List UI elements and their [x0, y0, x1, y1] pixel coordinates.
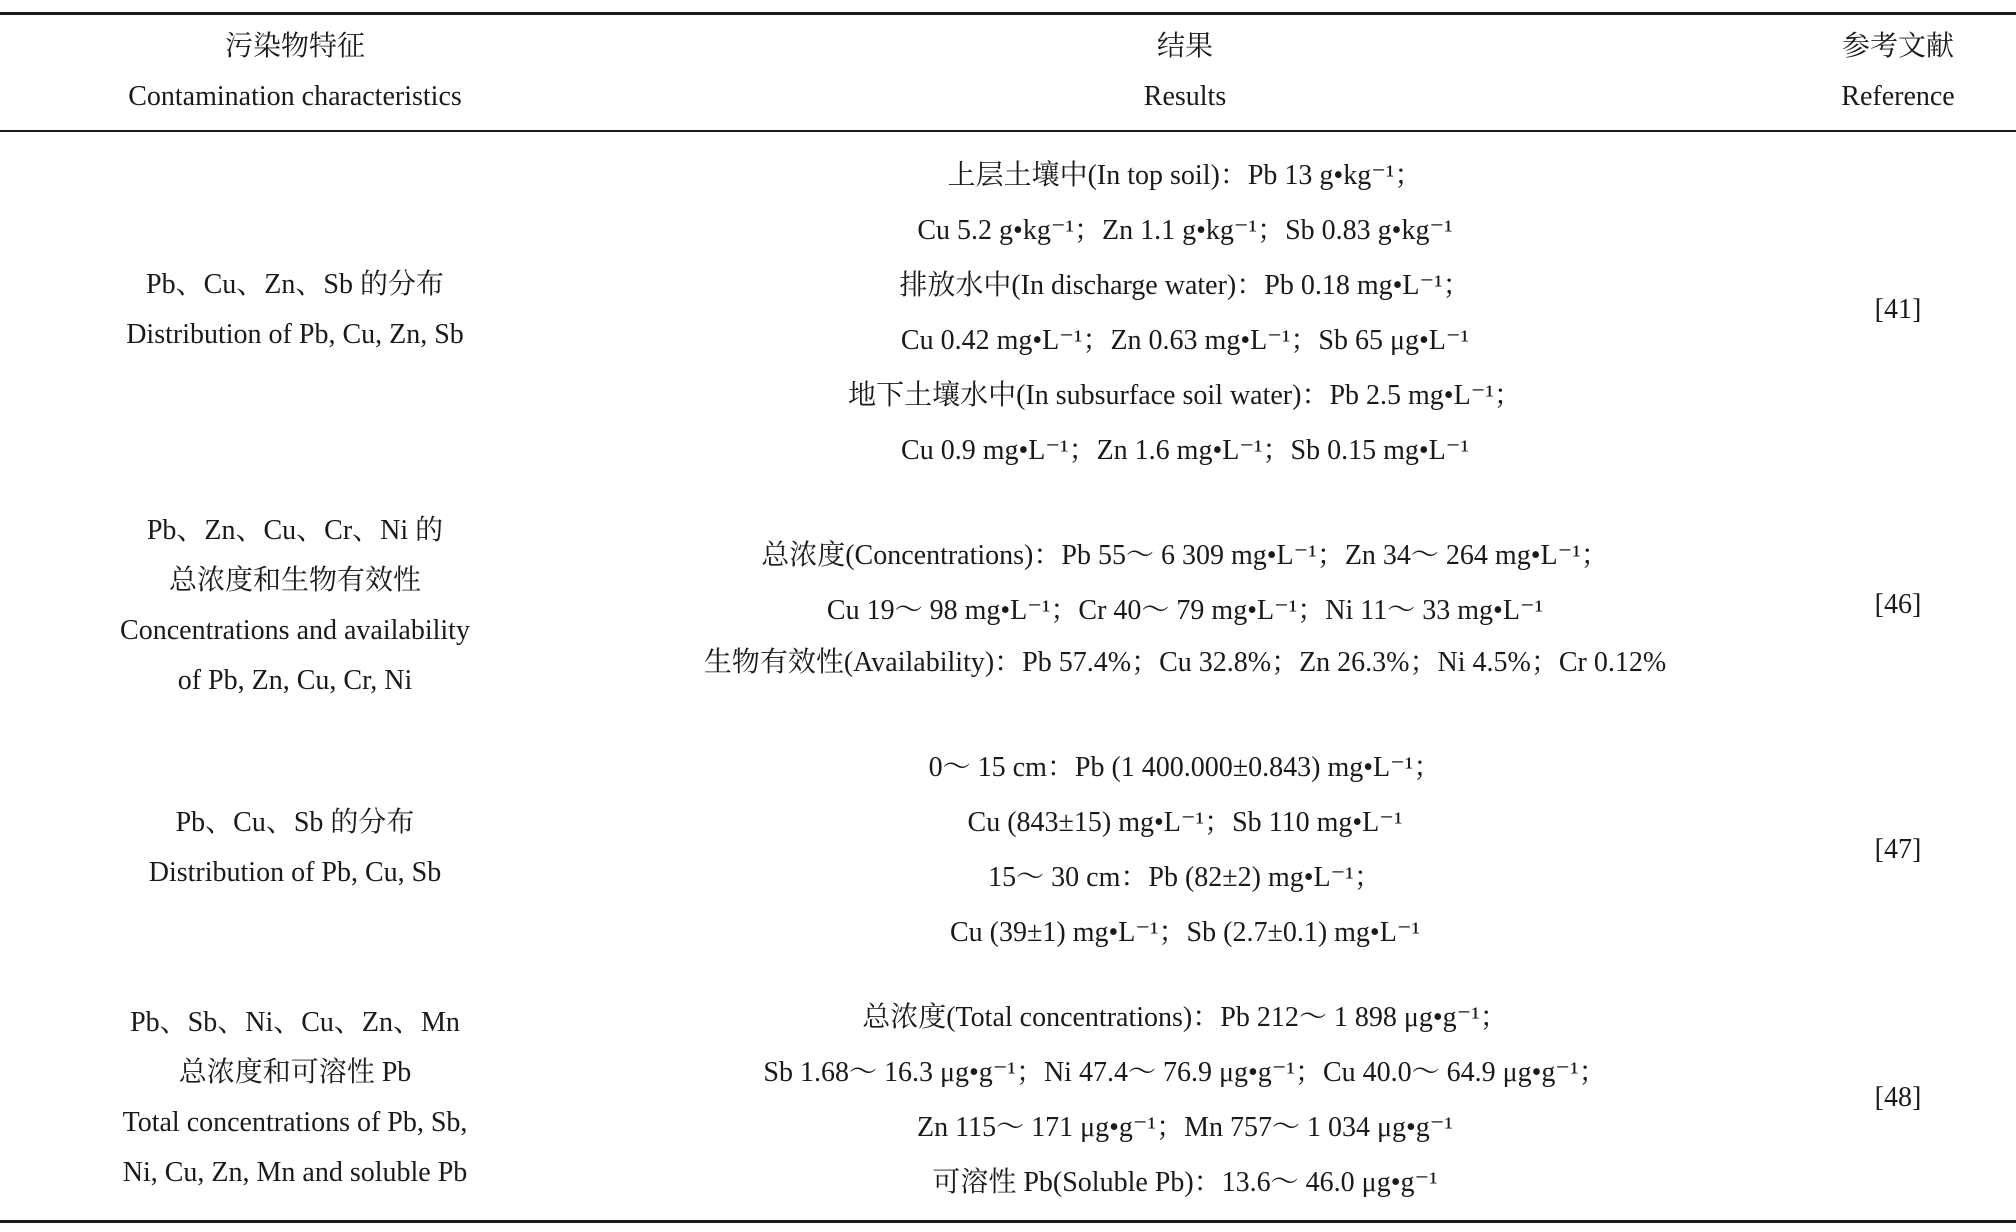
row-4-result-line-4: 可溶性 Pb(Soluble Pb)：13.6～ 46.0 μg•g⁻¹ [932, 1167, 1438, 1198]
header-col3-en: Reference [1841, 81, 1955, 112]
row-3-char-line-1: Pb、Cu、Sb 的分布 [175, 807, 415, 838]
row-3-result-line-2: Cu (843±15) mg•L⁻¹；Sb 110 mg•L⁻¹ [967, 807, 1403, 838]
header-contamination-characteristics [40, 22, 550, 122]
header-col3-zh: 参考文献 [1841, 31, 1954, 62]
row-4-char-line-2: 总浓度和可溶性 Pb [178, 1057, 412, 1088]
row-3-characteristics [40, 798, 550, 898]
table-header-rule [0, 130, 2016, 132]
row-3-reference: [47] [1874, 834, 1922, 865]
row-1-results [560, 148, 1810, 478]
row-2-char-line-4: of Pb, Zn, Cu, Cr, Ni [177, 665, 413, 696]
row-3-result-line-3: 15～ 30 cm：Pb (82±2) mg•L⁻¹； [988, 862, 1382, 893]
row-4-char-line-4: Ni, Cu, Zn, Mn and soluble Pb [122, 1157, 468, 1188]
row-1-result-line-6: Cu 0.9 mg•L⁻¹；Zn 1.6 mg•L⁻¹；Sb 0.15 mg•L⁻¹ [901, 435, 1469, 466]
row-1-result-line-2: Cu 5.2 g•kg⁻¹；Zn 1.1 g•kg⁻¹；Sb 0.83 g•kg⁻¹ [917, 215, 1453, 246]
row-4-char-line-1: Pb、Sb、Ni、Cu、Zn、Mn [130, 1007, 460, 1038]
row-1-result-line-4: Cu 0.42 mg•L⁻¹；Zn 0.63 mg•L⁻¹；Sb 65 μg•L⁻¹ [900, 325, 1470, 356]
row-3-result-line-1: 0～ 15 cm：Pb (1 400.000±0.843) mg•L⁻¹； [928, 752, 1442, 783]
row-1-result-line-5: 地下土壤水中(In subsurface soil water)：Pb 2.5 mg•L⁻¹； [848, 380, 1522, 411]
header-col2-en: Results [1143, 81, 1227, 112]
header-col1-zh: 污染物特征 [224, 31, 365, 62]
header-col1-en: Contamination characteristics [128, 81, 462, 112]
row-1-result-line-3: 排放水中(In discharge water)：Pb 0.18 mg•L⁻¹； [899, 270, 1471, 301]
row-3-char-line-2: Distribution of Pb, Cu, Sb [148, 857, 442, 888]
row-3-result-line-4: Cu (39±1) mg•L⁻¹；Sb (2.7±0.1) mg•L⁻¹ [950, 917, 1420, 948]
row-2-char-line-1: Pb、Zn、Cu、Cr、Ni 的 [146, 515, 444, 546]
header-reference [1800, 22, 1996, 122]
row-1-char-line-2: Distribution of Pb, Cu, Zn, Sb [126, 319, 464, 350]
row-3-results [560, 740, 1810, 960]
row-2-result-line-2: Cu 19～ 98 mg•L⁻¹；Cr 40～ 79 mg•L⁻¹；Ni 11～ 33 mg•L⁻¹ [826, 595, 1544, 626]
row-4-reference: [48] [1874, 1082, 1922, 1113]
row-4-results [560, 990, 1810, 1210]
row-1-characteristics [40, 260, 550, 360]
row-2-result-line-3: 生物有效性(Availability)：Pb 57.4%；Cu 32.8%；Zn 26.3%；Ni 4.5%；Cr 0.12% [703, 647, 1667, 678]
row-4-result-line-1: 总浓度(Total concentrations)：Pb 212～ 1 898 μg•g⁻¹； [862, 1002, 1508, 1033]
row-4-result-line-2: Sb 1.68～ 16.3 μg•g⁻¹；Ni 47.4～ 76.9 μg•g⁻¹；Cu 40.0～ 64.9 μg•g⁻¹； [763, 1057, 1607, 1088]
row-2-char-line-3: Concentrations and availability [120, 615, 470, 646]
row-4-char-line-3: Total concentrations of Pb, Sb, [122, 1107, 468, 1138]
row-2-characteristics [40, 506, 550, 706]
table-top-rule [0, 12, 2016, 15]
row-2-result-line-1: 总浓度(Concentrations)：Pb 55～ 6 309 mg•L⁻¹；Zn 34～ 264 mg•L⁻¹； [761, 540, 1609, 571]
row-2-reference: [46] [1874, 589, 1922, 620]
row-1-char-line-1: Pb、Cu、Zn、Sb 的分布 [146, 269, 444, 300]
row-4-result-line-3: Zn 115～ 171 μg•g⁻¹；Mn 757～ 1 034 μg•g⁻¹ [917, 1112, 1453, 1143]
header-results [560, 22, 1810, 122]
row-1-reference: [41] [1874, 294, 1922, 325]
table-bottom-rule [0, 1220, 2016, 1223]
row-4-characteristics [40, 998, 550, 1198]
row-2-char-line-2: 总浓度和生物有效性 [168, 565, 421, 596]
header-col2-zh: 结果 [1156, 31, 1213, 62]
row-1-result-line-1: 上层土壤中(In top soil)：Pb 13 g•kg⁻¹； [947, 160, 1423, 191]
row-2-results [560, 528, 1810, 688]
